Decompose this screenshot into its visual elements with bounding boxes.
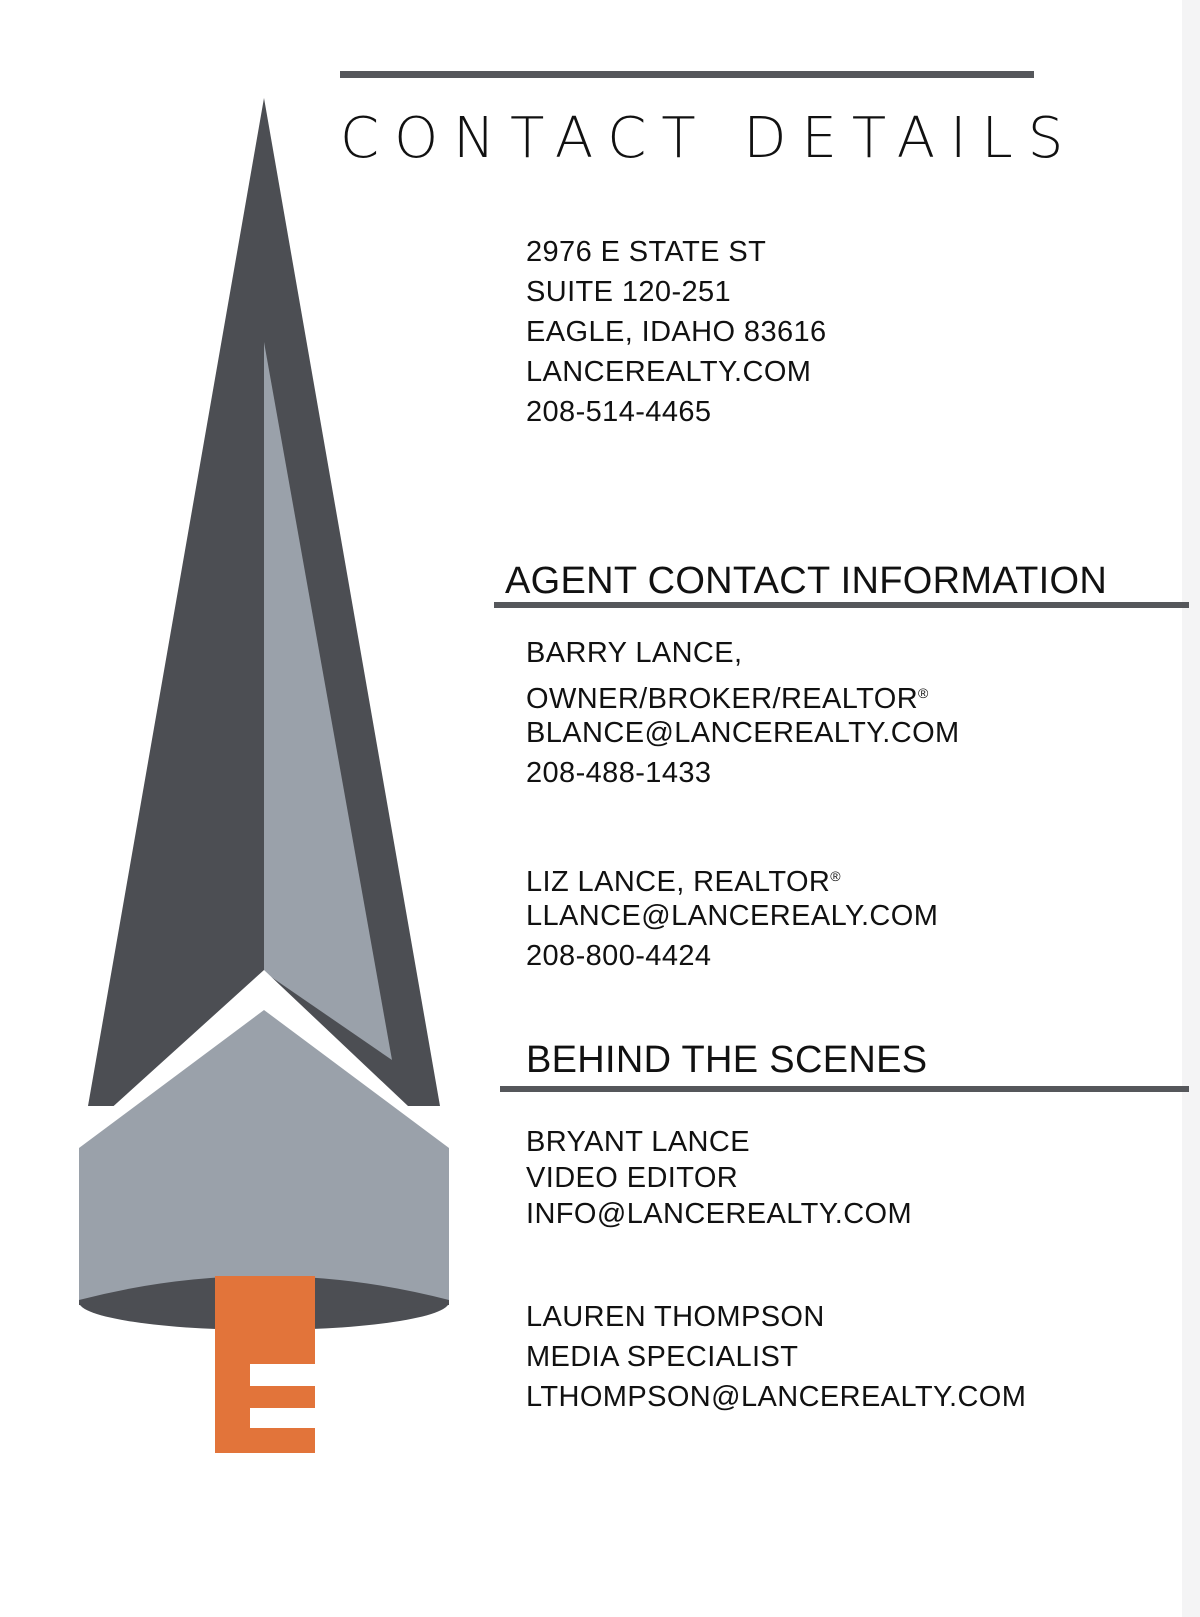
agent-section-rule: [494, 602, 1189, 608]
staff-name: BRYANT LANCE: [526, 1126, 750, 1158]
title-rule: [340, 71, 1034, 78]
agent-email[interactable]: BLANCE@LANCEREALTY.COM: [526, 717, 960, 749]
agent-liz: [526, 856, 938, 976]
agent-email[interactable]: LLANCE@LANCEREALY.COM: [526, 900, 939, 932]
staff-email[interactable]: INFO@LANCEREALTY.COM: [526, 1198, 913, 1230]
registered-mark: ®: [830, 868, 841, 884]
agent-barry: [526, 633, 960, 793]
staff-email[interactable]: LTHOMPSON@LANCEREALTY.COM: [526, 1381, 1027, 1413]
agent-section-heading: AGENT CONTACT INFORMATION: [505, 560, 1108, 602]
staff-bryant: [526, 1124, 912, 1232]
agent-phone[interactable]: 208-800-4424: [526, 940, 712, 972]
address-line-2: SUITE 120-251: [526, 276, 732, 308]
website-link[interactable]: LANCEREALTY.COM: [526, 356, 812, 388]
staff-lauren: [526, 1297, 1026, 1417]
staff-name: LAUREN THOMPSON: [526, 1301, 825, 1333]
agent-phone[interactable]: 208-488-1433: [526, 757, 712, 789]
page-title: CONTACT DETAILS: [340, 106, 1079, 171]
city-state-zip: EAGLE, IDAHO 83616: [526, 316, 827, 348]
behind-scenes-rule: [500, 1086, 1189, 1092]
address-line-1: 2976 E STATE ST: [526, 236, 767, 268]
page-edge: [1182, 0, 1200, 1617]
agent-role: OWNER/BROKER/REALTOR®: [526, 683, 929, 715]
office-phone[interactable]: 208-514-4465: [526, 396, 712, 428]
registered-mark: ®: [918, 685, 929, 701]
staff-role: VIDEO EDITOR: [526, 1162, 739, 1194]
lance-realty-logo: [0, 0, 470, 1470]
agent-name: LIZ LANCE, REALTOR®: [526, 866, 841, 898]
agent-name: BARRY LANCE,: [526, 637, 743, 669]
office-details: [526, 232, 827, 432]
behind-scenes-heading: BEHIND THE SCENES: [526, 1039, 928, 1081]
staff-role: MEDIA SPECIALIST: [526, 1341, 799, 1373]
